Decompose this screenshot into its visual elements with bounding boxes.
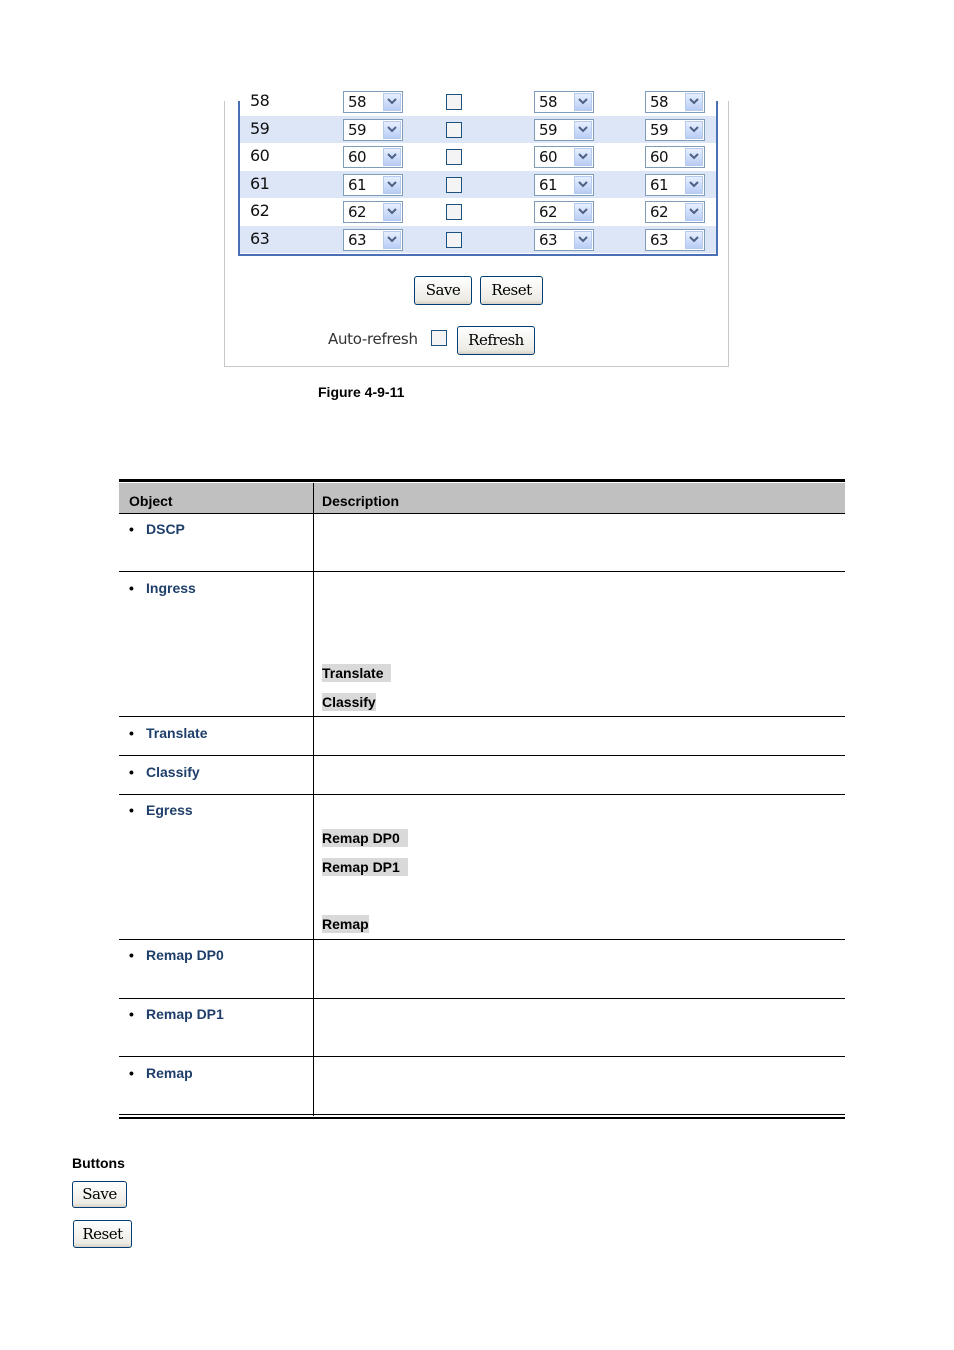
panel-save-button[interactable]: Save — [414, 276, 472, 305]
table-header — [119, 483, 845, 514]
select-value: 63 — [348, 230, 367, 249]
chevron-down-icon[interactable] — [574, 148, 592, 166]
select-value: 59 — [650, 120, 669, 139]
translate-select[interactable] — [343, 174, 403, 196]
remap-dp0-select[interactable] — [534, 91, 594, 113]
select-value: 60 — [650, 148, 669, 166]
remap-dp1-select[interactable] — [645, 229, 705, 251]
dscp-value: 62 — [250, 201, 270, 220]
select-value: 60 — [348, 148, 367, 166]
translate-select[interactable] — [343, 91, 403, 113]
chevron-down-icon[interactable] — [574, 176, 592, 194]
dscp-value: 61 — [250, 173, 270, 193]
object-dscp: • DSCP — [129, 521, 185, 537]
ingress-tag-classify: Classify — [322, 694, 376, 710]
dscp-value: 63 — [250, 228, 270, 248]
chevron-down-icon[interactable] — [574, 203, 592, 221]
select-value: 62 — [348, 203, 367, 221]
figure-caption: Figure 4-9-11 — [318, 384, 405, 400]
doc-reset-button[interactable]: Reset — [73, 1220, 132, 1248]
chevron-down-icon[interactable] — [383, 176, 401, 194]
classify-checkbox[interactable] — [446, 204, 462, 220]
table-row — [240, 171, 716, 199]
row-divider — [119, 571, 845, 572]
chevron-down-icon[interactable] — [383, 203, 401, 221]
object-remap-dp0: • Remap DP0 — [129, 947, 224, 963]
translate-select[interactable] — [343, 146, 403, 168]
chevron-down-icon[interactable] — [383, 121, 401, 139]
dscp-translation-panel — [224, 91, 729, 367]
header-description: Description — [322, 493, 400, 509]
egress-tag-remap-dp0: Remap DP0 — [322, 829, 408, 847]
remap-dp0-select[interactable] — [534, 174, 594, 196]
remap-dp1-select[interactable] — [645, 201, 705, 223]
row-divider — [119, 939, 845, 940]
row-divider — [119, 1056, 845, 1057]
chevron-down-icon[interactable] — [685, 231, 703, 249]
dscp-value: 58 — [250, 91, 270, 110]
refresh-button[interactable]: Refresh — [457, 326, 535, 355]
column-divider — [313, 483, 314, 1116]
egress-tag-remap: Remap — [322, 916, 369, 932]
chevron-down-icon[interactable] — [383, 148, 401, 166]
remap-dp0-select[interactable] — [534, 229, 594, 251]
classify-checkbox[interactable] — [446, 122, 462, 138]
object-remap: • Remap — [129, 1065, 193, 1081]
object-egress: • Egress — [129, 802, 193, 818]
classify-checkbox[interactable] — [446, 149, 462, 165]
remap-dp1-select[interactable] — [645, 146, 705, 168]
remap-dp1-select[interactable] — [645, 91, 705, 113]
translate-select[interactable] — [343, 119, 403, 141]
chevron-down-icon[interactable] — [685, 93, 703, 111]
select-value: 58 — [348, 93, 367, 111]
translate-select[interactable] — [343, 201, 403, 223]
object-translate: • Translate — [129, 725, 208, 741]
select-value: 63 — [539, 230, 558, 249]
classify-checkbox[interactable] — [446, 232, 462, 248]
chevron-down-icon[interactable] — [685, 121, 703, 139]
ingress-tag-translate: Translate — [322, 664, 391, 682]
select-value: 58 — [650, 93, 669, 111]
panel-reset-button[interactable]: Reset — [480, 276, 543, 305]
table-top-rule — [119, 479, 845, 482]
table-row — [240, 143, 716, 171]
remap-dp0-select[interactable] — [534, 146, 594, 168]
select-value: 61 — [650, 175, 669, 194]
auto-refresh-label: Auto-refresh — [328, 330, 418, 348]
table-bottom-rule — [119, 1114, 845, 1115]
select-value: 58 — [539, 93, 558, 111]
select-value: 59 — [539, 120, 558, 139]
classify-checkbox[interactable] — [446, 94, 462, 110]
egress-tag-remap-dp1: Remap DP1 — [322, 858, 408, 876]
chevron-down-icon[interactable] — [383, 93, 401, 111]
remap-dp1-select[interactable] — [645, 119, 705, 141]
row-divider — [119, 998, 845, 999]
chevron-down-icon[interactable] — [685, 176, 703, 194]
object-classify: • Classify — [129, 764, 200, 780]
doc-save-button[interactable]: Save — [72, 1181, 127, 1208]
object-ingress: • Ingress — [129, 580, 196, 596]
table-row — [240, 116, 716, 144]
select-value: 60 — [539, 148, 558, 166]
dscp-value: 59 — [250, 118, 270, 138]
table-row — [240, 198, 716, 226]
row-divider — [119, 794, 845, 795]
remap-dp1-select[interactable] — [645, 174, 705, 196]
classify-checkbox[interactable] — [446, 177, 462, 193]
translate-select[interactable] — [343, 229, 403, 251]
chevron-down-icon[interactable] — [574, 121, 592, 139]
table-row — [240, 226, 716, 254]
row-divider — [119, 716, 845, 717]
select-value: 59 — [348, 120, 367, 139]
chevron-down-icon[interactable] — [383, 231, 401, 249]
dscp-value: 60 — [250, 146, 270, 165]
select-value: 61 — [539, 175, 558, 194]
remap-dp0-select[interactable] — [534, 201, 594, 223]
chevron-down-icon[interactable] — [574, 93, 592, 111]
buttons-section-title: Buttons — [72, 1155, 125, 1171]
auto-refresh-checkbox[interactable] — [431, 330, 447, 346]
table-bottom-rule — [119, 1117, 845, 1119]
select-value: 63 — [650, 230, 669, 249]
select-value: 62 — [539, 203, 558, 221]
row-divider — [119, 755, 845, 756]
chevron-down-icon[interactable] — [685, 203, 703, 221]
chevron-down-icon[interactable] — [574, 231, 592, 249]
table-row — [240, 88, 716, 116]
select-value: 61 — [348, 175, 367, 194]
remap-dp0-select[interactable] — [534, 119, 594, 141]
chevron-down-icon[interactable] — [685, 148, 703, 166]
select-value: 62 — [650, 203, 669, 221]
object-remap-dp1: • Remap DP1 — [129, 1006, 224, 1022]
dscp-translation-table — [238, 91, 718, 256]
header-object: Object — [129, 493, 173, 509]
